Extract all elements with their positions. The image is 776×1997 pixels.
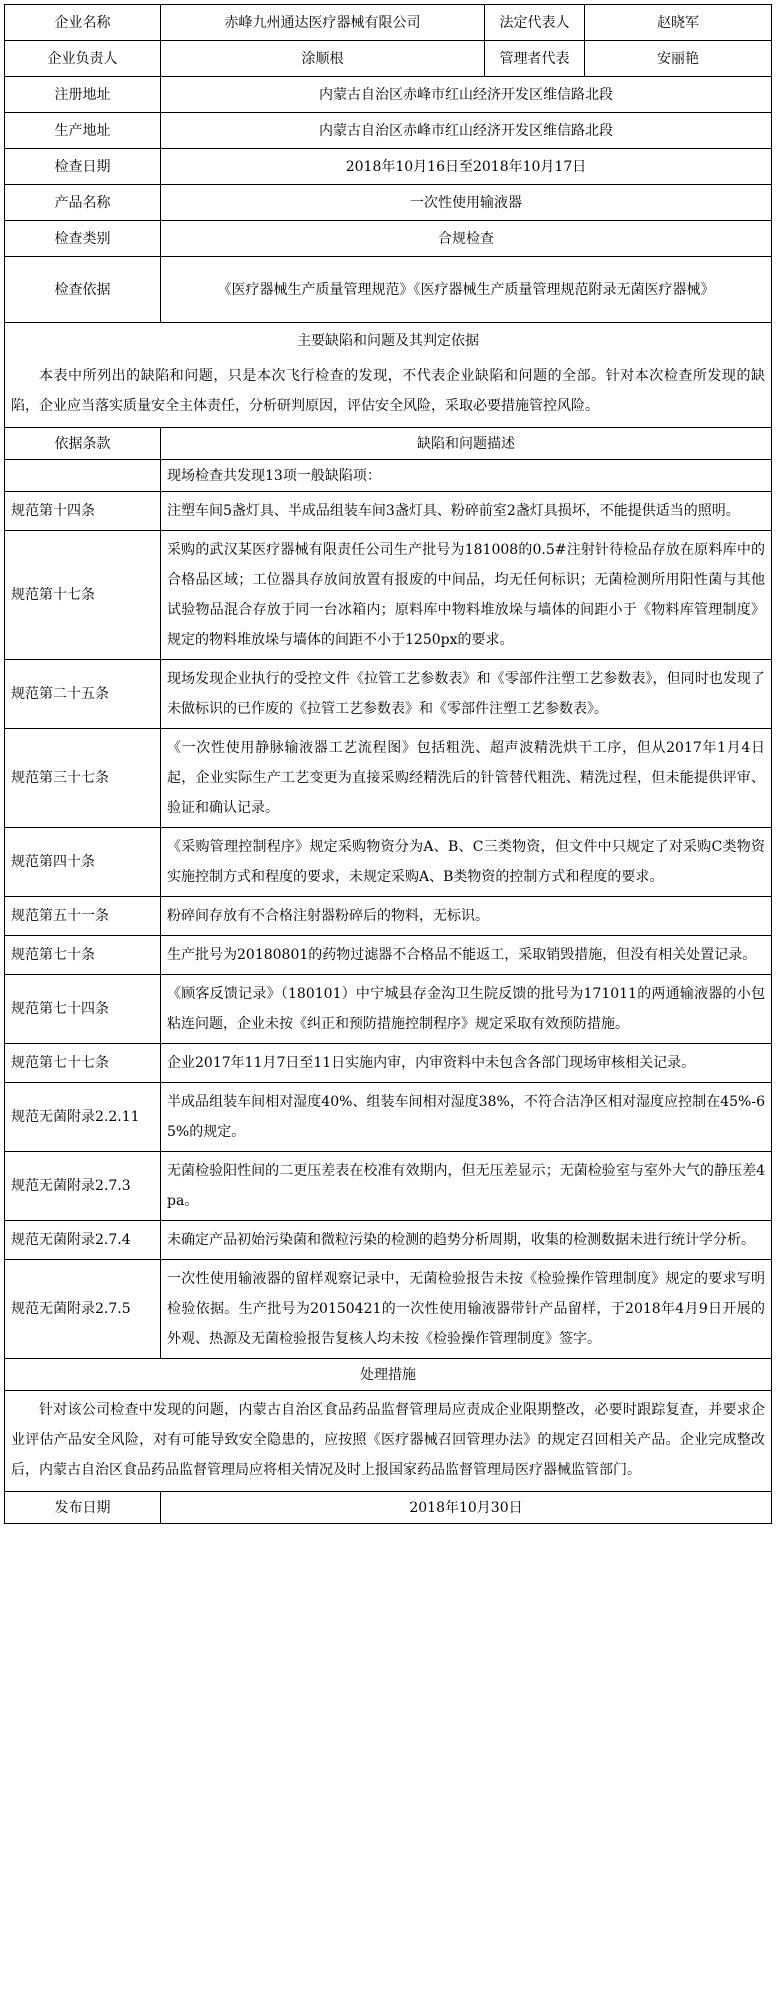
defect-clause: 规范第十四条 — [5, 492, 161, 531]
table-row — [5, 1221, 772, 1260]
defect-clause: 规范第五十一条 — [5, 897, 161, 936]
defect-desc: 半成品组装车间相对湿度40%、组装车间相对湿度38%，不符合洁净区相对湿度应控制在45%-65%的规定。 — [161, 1083, 772, 1152]
col-desc-header: 缺陷和问题描述 — [161, 428, 772, 460]
table-row — [5, 1044, 772, 1083]
defect-clause: 规范第四十条 — [5, 828, 161, 897]
inspection-type-label: 检查类别 — [5, 221, 161, 257]
defects-summary-blank — [5, 460, 161, 492]
defect-clause: 规范第二十五条 — [5, 660, 161, 729]
defect-desc: 一次性使用输液器的留样观察记录中，无菌检验报告未按《检验操作管理制度》规定的要求写明检验依据。生产批号为20150421的一次性使用输液器带针产品留样，于2018年4月9日开展的外观、热源及无菌检验报告复核人均未按《检验操作管理制度》签字。 — [161, 1260, 772, 1359]
manager-rep-value: 安丽艳 — [585, 41, 772, 77]
inspection-type-row — [5, 221, 772, 257]
reg-address-label: 注册地址 — [5, 77, 161, 113]
inspection-report-table — [4, 4, 772, 1524]
company-name-row — [5, 5, 772, 41]
defect-desc: 现场发现企业执行的受控文件《拉管工艺参数表》和《零部件注塑工艺参数表》，但同时也发现了未做标识的已作废的《拉管工艺参数表》和《零部件注塑工艺参数表》。 — [161, 660, 772, 729]
table-row — [5, 975, 772, 1044]
manager-rep-label: 管理者代表 — [485, 41, 585, 77]
defect-desc: 生产批号为20180801的药物过滤器不合格品不能返工，采取销毁措施，但没有相关处置记录。 — [161, 936, 772, 975]
company-name-value: 赤峰九州通达医疗器械有限公司 — [161, 5, 485, 41]
inspection-type-value: 合规检查 — [161, 221, 772, 257]
prod-address-label: 生产地址 — [5, 113, 161, 149]
table-row — [5, 660, 772, 729]
measures-title-row — [5, 1359, 772, 1391]
inspection-date-row — [5, 149, 772, 185]
reg-address-value: 内蒙古自治区赤峰市红山经济开发区维信路北段 — [161, 77, 772, 113]
product-name-row — [5, 185, 772, 221]
release-date-value: 2018年10月30日 — [161, 1492, 772, 1524]
defect-clause: 规范无菌附录2.7.3 — [5, 1152, 161, 1221]
reg-address-row — [5, 77, 772, 113]
legal-rep-value: 赵晓军 — [585, 5, 772, 41]
inspection-basis-value: 《医疗器械生产质量管理规范》《医疗器械生产质量管理规范附录无菌医疗器械》 — [161, 257, 772, 323]
inspection-date-value: 2018年10月16日至2018年10月17日 — [161, 149, 772, 185]
defects-header-row — [5, 428, 772, 460]
defect-clause: 规范第七十条 — [5, 936, 161, 975]
prod-address-row — [5, 113, 772, 149]
inspection-date-label: 检查日期 — [5, 149, 161, 185]
measures-text-row — [5, 1391, 772, 1492]
table-row — [5, 1152, 772, 1221]
table-row — [5, 897, 772, 936]
defects-intro: 本表中所列出的缺陷和问题，只是本次飞行检查的发现，不代表企业缺陷和问题的全部。针对本次检查所发现的缺陷，企业应当落实质量安全主体责任，分析研判原因，评估安全风险，采取必要措施管控风险。 — [11, 368, 765, 414]
table-row — [5, 492, 772, 531]
defects-summary-row — [5, 460, 772, 492]
defect-clause: 规范第七十七条 — [5, 1044, 161, 1083]
defects-section-row — [5, 323, 772, 428]
defects-summary: 现场检查共发现13项一般缺陷项： — [161, 460, 772, 492]
company-name-label: 企业名称 — [5, 5, 161, 41]
defect-clause: 规范无菌附录2.7.5 — [5, 1260, 161, 1359]
legal-rep-label: 法定代表人 — [485, 5, 585, 41]
measures-title: 处理措施 — [5, 1359, 772, 1391]
defects-section-title: 主要缺陷和问题及其判定依据 — [297, 333, 479, 349]
release-row — [5, 1492, 772, 1524]
release-date-label: 发布日期 — [5, 1492, 161, 1524]
product-name-label: 产品名称 — [5, 185, 161, 221]
table-row — [5, 1083, 772, 1152]
company-head-label: 企业负责人 — [5, 41, 161, 77]
measures-text: 针对该公司检查中发现的问题，内蒙古自治区食品药品监督管理局应责成企业限期整改，必要时跟踪复查，并要求企业评估产品安全风险，对有可能导致安全隐患的，应按照《医疗器械召回管理办法》的规定召回相关产品。企业完成整改后，内蒙古自治区食品药品监督管理局应将相关情况及时上报国家药品监督管理局医疗器械监管部门。 — [5, 1391, 772, 1492]
company-head-value: 涂顺根 — [161, 41, 485, 77]
product-name-value: 一次性使用输液器 — [161, 185, 772, 221]
defect-desc: 无菌检验阳性间的二更压差表在校准有效期内，但无压差显示；无菌检验室与室外大气的静压差4pa。 — [161, 1152, 772, 1221]
defect-desc: 采购的武汉某医疗器械有限责任公司生产批号为181008的0.5#注射针待检品存放在原料库中的合格品区域；工位器具存放间放置有报废的中间品，均无任何标识；无菌检测所用阳性菌与其他试验物品混合存放于同一台冰箱内；原料库中物料堆放垛与墙体的间距小于《物料库管理制度》规定的物料堆放垛与墙体的间距不小于1250px的要求。 — [161, 531, 772, 660]
company-head-row — [5, 41, 772, 77]
defect-clause: 规范无菌附录2.7.4 — [5, 1221, 161, 1260]
prod-address-value: 内蒙古自治区赤峰市红山经济开发区维信路北段 — [161, 113, 772, 149]
table-row — [5, 729, 772, 828]
defect-desc: 《采购管理控制程序》规定采购物资分为A、B、C三类物资，但文件中只规定了对采购C类物资实施控制方式和程度的要求，未规定采购A、B类物资的控制方式和程度的要求。 — [161, 828, 772, 897]
defect-clause: 规范无菌附录2.2.11 — [5, 1083, 161, 1152]
table-row — [5, 828, 772, 897]
table-row — [5, 531, 772, 660]
defect-clause: 规范第七十四条 — [5, 975, 161, 1044]
defect-desc: 《一次性使用静脉输液器工艺流程图》包括粗洗、超声波精洗烘干工序，但从2017年1月4日起，企业实际生产工艺变更为直接采购经精洗后的针管替代粗洗、精洗过程，但未能提供评审、验证和确认记录。 — [161, 729, 772, 828]
defects-section-cell — [5, 323, 772, 428]
defect-clause: 规范第三十七条 — [5, 729, 161, 828]
table-row — [5, 1260, 772, 1359]
defect-desc: 《顾客反馈记录》（180101）中宁城县存金沟卫生院反馈的批号为171011的两通输液器的小包粘连问题，企业未按《纠正和预防措施控制程序》规定采取有效预防措施。 — [161, 975, 772, 1044]
inspection-basis-label: 检查依据 — [5, 257, 161, 323]
defect-desc: 企业2017年11月7日至11日实施内审，内审资料中未包含各部门现场审核相关记录。 — [161, 1044, 772, 1083]
defect-desc: 注塑车间5盏灯具、半成品组装车间3盏灯具、粉碎前室2盏灯具损坏，不能提供适当的照明。 — [161, 492, 772, 531]
defect-desc: 粉碎间存放有不合格注射器粉碎后的物料，无标识。 — [161, 897, 772, 936]
col-basis-header: 依据条款 — [5, 428, 161, 460]
inspection-basis-row — [5, 257, 772, 323]
table-row — [5, 936, 772, 975]
defect-desc: 未确定产品初始污染菌和微粒污染的检测的趋势分析周期，收集的检测数据未进行统计学分析。 — [161, 1221, 772, 1260]
defect-clause: 规范第十七条 — [5, 531, 161, 660]
